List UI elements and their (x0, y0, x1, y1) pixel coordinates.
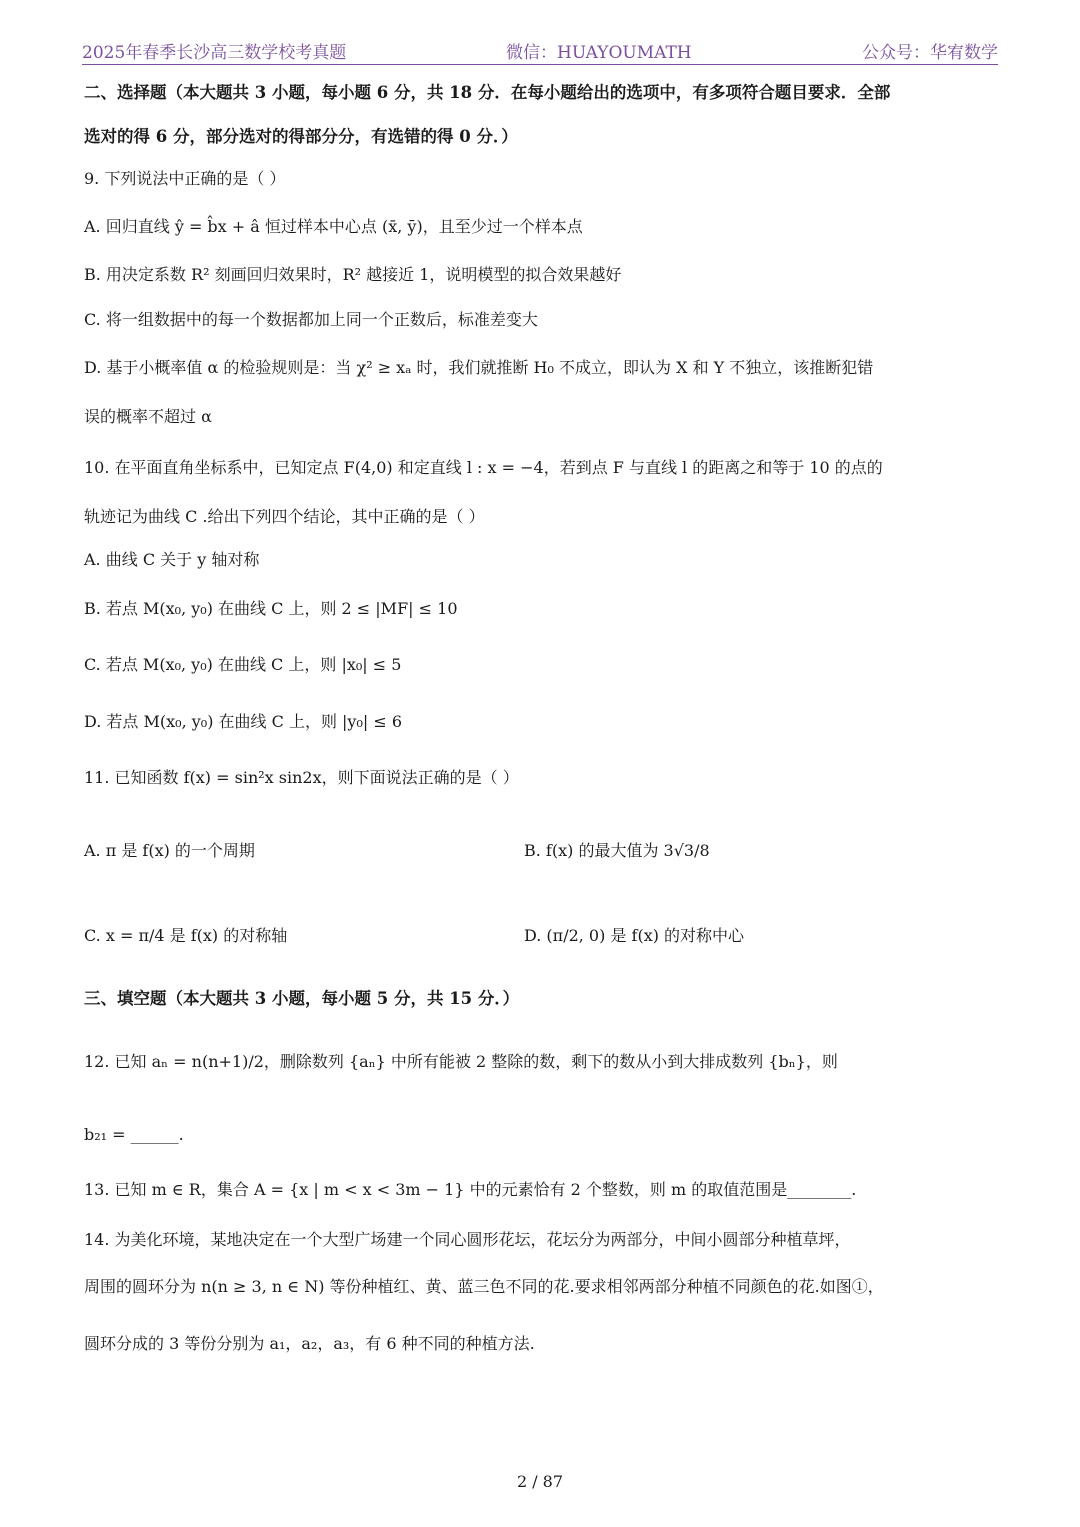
q14-line1: 14. 为美化环境，某地决定在一个大型广场建一个同心圆形花坛，花坛分为两部分，中间小圆部分种植草坪， (84, 1230, 851, 1249)
q11-option-d: D. (π/2, 0) 是 f(x) 的对称中心 (524, 926, 745, 945)
section2-heading-line1: 二、选择题（本大题共 3 小题，每小题 6 分，共 18 分．在每小题给出的选项中，有多项符合题目要求．全部 (84, 83, 891, 102)
q9-stem: 9. 下列说法中正确的是（ ） (84, 169, 286, 188)
header-wechat: 微信：HUAYOUMATH (506, 43, 692, 63)
q11-option-b: B. f(x) 的最大值为 3√3/8 (524, 841, 710, 860)
q12-line1: 12. 已知 aₙ = n(n+1)/2，删除数列 {aₙ} 中所有能被 2 整除的数，剩下的数从小到大排成数列 {bₙ}，则 (84, 1052, 838, 1071)
page-header (82, 38, 998, 64)
header-account: 公众号：华宥数学 (862, 43, 998, 63)
q14-line3: 圆环分成的 3 等份分别为 a₁，a₂，a₃，有 6 种不同的种植方法. (84, 1334, 535, 1353)
header-divider (82, 64, 998, 65)
section2-heading-line2: 选对的得 6 分，部分选对的得部分分，有选错的得 0 分．） (84, 127, 518, 146)
q12-line2: b₂₁ = ______. (84, 1125, 184, 1144)
q9-option-d-line2: 误的概率不超过 α (84, 407, 212, 426)
q14-line2: 周围的圆环分为 n(n ≥ 3, n ∈ N) 等份种植红、黄、蓝三色不同的花.要求相邻两部分种植不同颜色的花.如图①， (84, 1277, 884, 1296)
header-title: 2025年春季长沙高三数学校考真题 (82, 43, 347, 63)
q9-option-a: A. 回归直线 ŷ = b̂x + â 恒过样本中心点 (x̄, ȳ)，且至少过一个样本点 (84, 217, 583, 236)
q10-stem-line1: 10. 在平面直角坐标系中，已知定点 F(4,0) 和定直线 l : x = −4，若到点 F 与直线 l 的距离之和等于 10 的点的 (84, 458, 883, 477)
q13-line: 13. 已知 m ∈ R，集合 A = {x | m < x < 3m − 1} 中的元素恰有 2 个整数，则 m 的取值范围是________. (84, 1180, 857, 1199)
q11-option-c: C. x = π/4 是 f(x) 的对称轴 (84, 926, 288, 945)
q9-option-c: C. 将一组数据中的每一个数据都加上同一个正数后，标准差变大 (84, 310, 538, 329)
q9-option-d-line1: D. 基于小概率值 α 的检验规则是：当 χ² ≥ xₐ 时，我们就推断 H₀ 不成立，即认为 X 和 Y 不独立，该推断犯错 (84, 358, 874, 377)
q10-option-b: B. 若点 M(x₀, y₀) 在曲线 C 上，则 2 ≤ |MF| ≤ 10 (84, 599, 458, 618)
q10-stem-line2: 轨迹记为曲线 C .给出下列四个结论，其中正确的是（ ） (84, 507, 485, 526)
q11-stem: 11. 已知函数 f(x) = sin²x sin2x，则下面说法正确的是（ ） (84, 768, 519, 787)
q10-option-c: C. 若点 M(x₀, y₀) 在曲线 C 上，则 |x₀| ≤ 5 (84, 655, 402, 674)
q9-option-b: B. 用决定系数 R² 刻画回归效果时，R² 越接近 1，说明模型的拟合效果越好 (84, 265, 622, 284)
page-number: 2 / 87 (516, 1472, 564, 1491)
q11-option-a: A. π 是 f(x) 的一个周期 (84, 841, 255, 860)
q10-option-a: A. 曲线 C 关于 y 轴对称 (84, 550, 260, 569)
q10-option-d: D. 若点 M(x₀, y₀) 在曲线 C 上，则 |y₀| ≤ 6 (84, 712, 403, 731)
section3-heading: 三、填空题（本大题共 3 小题，每小题 5 分，共 15 分．） (84, 989, 520, 1008)
